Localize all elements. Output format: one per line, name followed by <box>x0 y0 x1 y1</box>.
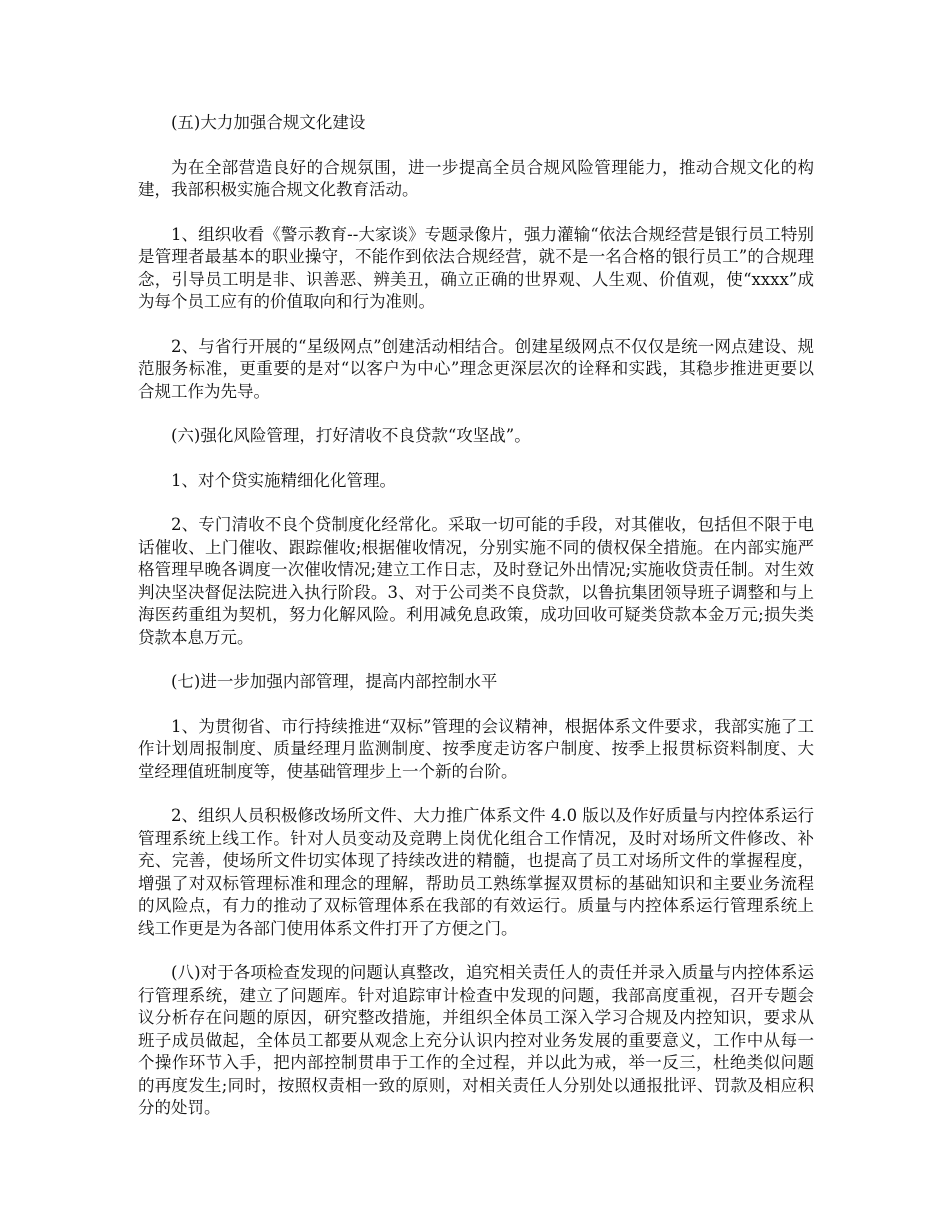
document-page <box>138 112 814 1142</box>
paragraph-bad-loan-collection: 2、专门清收不良个贷制度化经常化。采取一切可能的手段，对其催收，包括但不限于电话催收、上门催收、跟踪催收;根据催收情况，分别实施不同的债权保全措施。在内部实施严格管理早晚各调度一次催收情况;建立工作日志，及时登记外出情况;实施收贷责任制。对生效判决坚决督促法院进入执行阶段。3、对于公司类不良贷款，以鲁抗集团领导班子调整和与上海医药重组为契机，努力化解风险。利用减免息政策，成功回收可疑类贷款本金万元;损失类贷款本息万元。 <box>138 515 814 647</box>
paragraph-personal-loan: 1、对个贷实施精细化化管理。 <box>171 470 396 490</box>
paragraph-system-files: 2、组织人员积极修改场所文件、大力推广体系文件 4.0 版以及作好质量与内控体系运行管理系统上线工作。针对人员变动及竞聘上岗优化组合工作情况，及时对场所文件修改、补充、完善，使场所文件切实体现了持续改进的精髓，也提高了员工对场所文件的掌握程度，增强了对双标管理标准和理念的理解，帮助员工熟练掌握双贯标的基础知识和主要业务流程的风险点，有力的推动了双标管理体系在我部的有效运行。质量与内控体系运行管理系统上线工作更是为各部门使用体系文件打开了方便之门。 <box>138 806 814 938</box>
section-heading-6: (六)强化风险管理，打好清收不良贷款“攻坚战”。 <box>171 426 531 445</box>
paragraph-warning-education: 1、组织收看《警示教育--大家谈》专题录像片，强力灌输“依法合规经营是银行员工特别是管理者最基本的职业操守，不能作到依法合规经营，就不是一名合格的银行员工”的合规理念，引导员工明是非、识善恶、辨美丑，确立正确的世界观、人生观、价值观，使“xxxx”成为每个员工应有的价值取向和行为准则。 <box>138 224 814 311</box>
paragraph-star-outlet: 2、与省行开展的“星级网点”创建活动相结合。创建星级网点不仅仅是统一网点建设、规范服务标准，更重要的是对“以客户为中心”理念更深层次的诠释和实践，其稳步推进更要以合规工作为先导。 <box>138 336 814 401</box>
section-heading-5: (五)大力加强合规文化建设 <box>171 113 366 132</box>
paragraph-section-8: (八)对于各项检查发现的问题认真整改，追究相关责任人的责任并录入质量与内控体系运行管理系统，建立了问题库。针对追踪审计检查中发现的问题，我部高度重视，召开专题会议分析存在问题的原因，研究整改措施，并组织全体员工深入学习合规及内控知识，要求从班子成员做起，全体员工都要从观念上充分认识内控对业务发展的重要意义，工作中从每一个操作环节入手，把内部控制贯串于工作的全过程，并以此为戒，举一反三，杜绝类似问题的再度发生;同时，按照权责相一致的原则，对相关责任人分别处以通报批评、罚款及相应积分的处罚。 <box>138 963 814 1117</box>
section-heading-7: (七)进一步加强内部管理，提高内部控制水平 <box>171 672 498 691</box>
paragraph-double-standard: 1、为贯彻省、市行持续推进“双标”管理的会议精神，根据体系文件要求，我部实施了工作计划周报制度、质量经理月监测制度、按季度走访客户制度、按季上报贯标资料制度、大堂经理值班制度等，使基础管理步上一个新的台阶。 <box>138 716 814 781</box>
paragraph-compliance-atmosphere: 为在全部营造良好的合规氛围，进一步提高全员合规风险管理能力，推动合规文化的构建，我部积极实施合规文化教育活动。 <box>138 157 814 199</box>
